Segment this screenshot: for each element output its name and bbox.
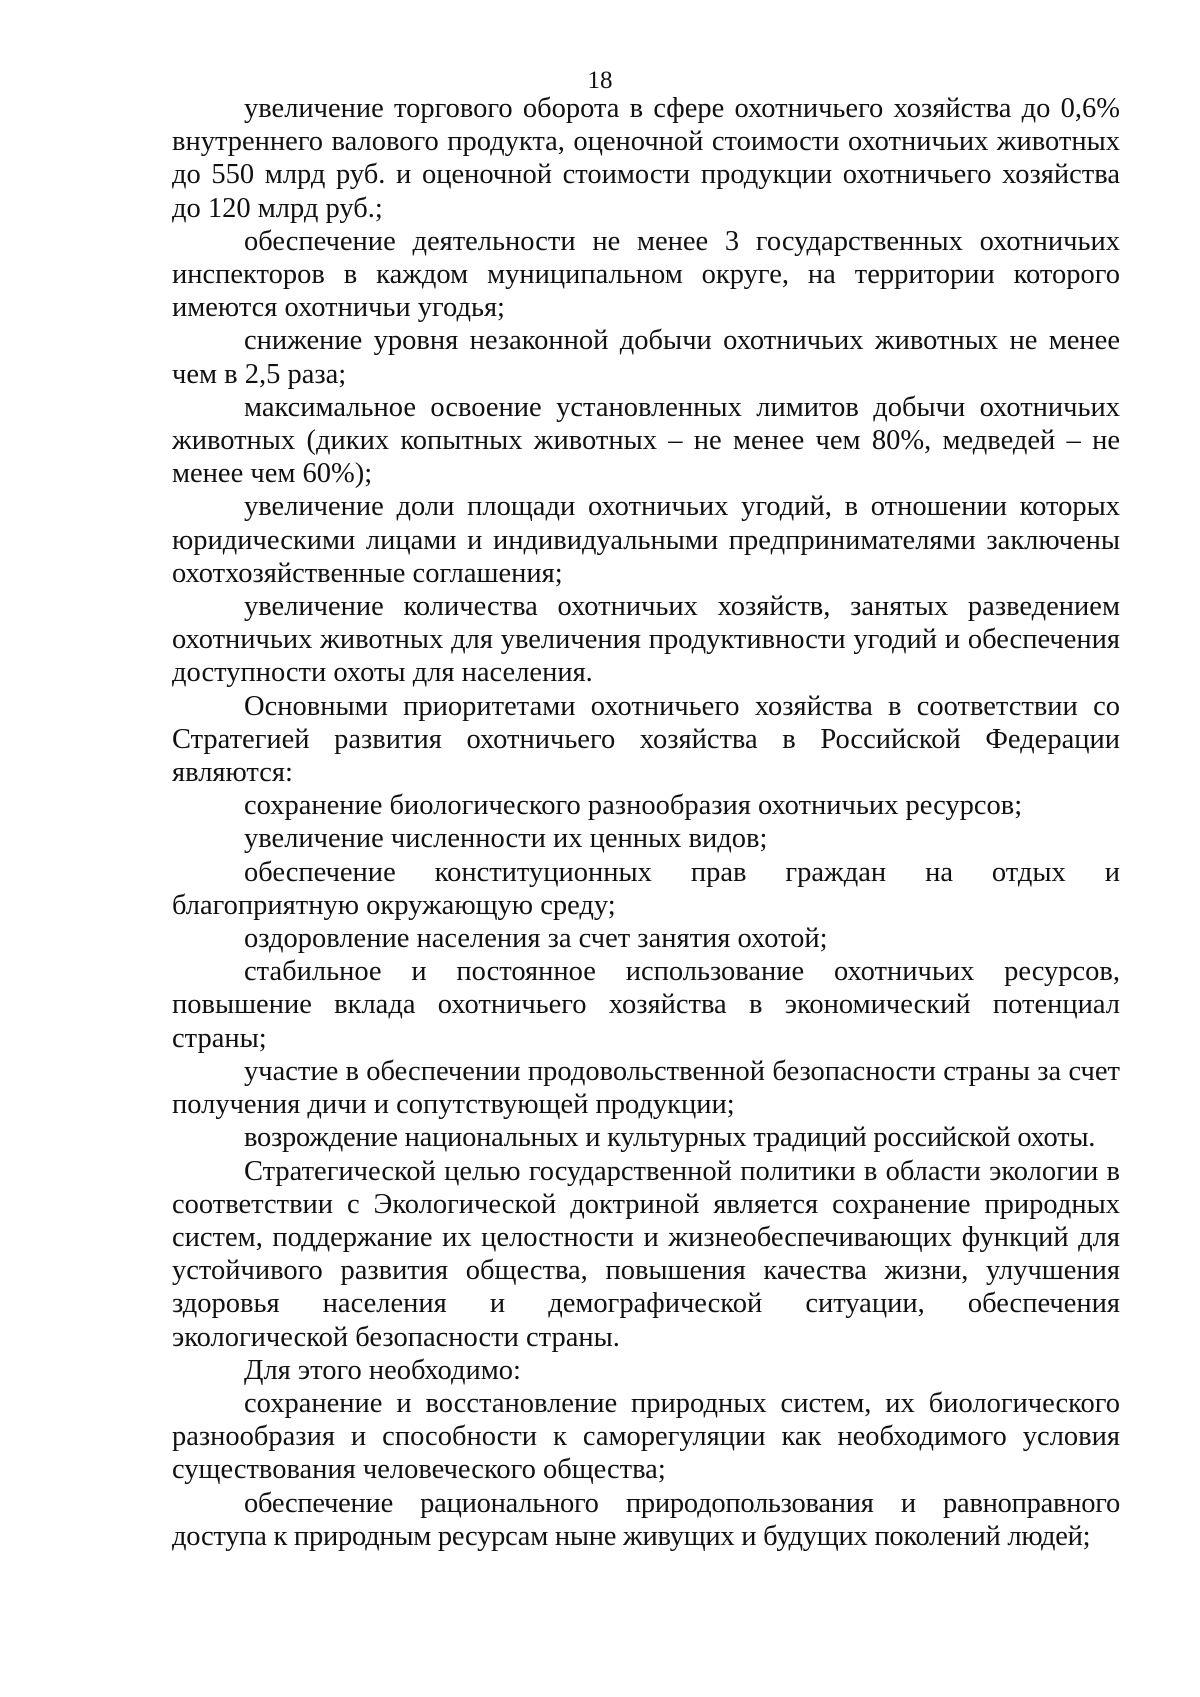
paragraph-natural-systems: сохранение и восстановление природных систем, их биологического разнообразия и способности к саморегуляции как необходимого условия существования человеческого общества; bbox=[172, 1387, 1120, 1486]
paragraph-rational-use: обеспечение рационального природопользования и равноправного доступа к природным ресурсам ныне живущих и будущих поколений людей; bbox=[172, 1487, 1120, 1552]
page-number: 18 bbox=[587, 67, 613, 94]
paragraph-ecology-goal: Стратегической целью государственной политики в области экологии в соответствии с Экологической доктриной является сохранение природных систем, поддержание их целостности и жизнеобеспечивающих функций для устойчивого развития общества, повышения качества жизни, улучшения здоровья населения и демографической ситуации, обеспечения экологической безопасности страны. bbox=[172, 1155, 1120, 1353]
paragraph-hunting-inspectors: обеспечение деятельности не менее 3 государственных охотничьих инспекторов в каждом муниципальном округе, на территории которого имеются охотничьи угодья; bbox=[172, 225, 1120, 324]
paragraph-priorities-intro: Основными приоритетами охотничьего хозяйства в соответствии со Стратегией развития охотничьего хозяйства в Российской Федерации являются: bbox=[172, 690, 1120, 789]
document-body bbox=[172, 92, 1120, 1553]
paragraph-sustainable-use: стабильное и постоянное использование охотничьих ресурсов, повышение вклада охотничьего хозяйства в экономический потенциал страны; bbox=[172, 956, 1120, 1054]
paragraph-biodiversity: сохранение биологического разнообразия охотничьих ресурсов; bbox=[244, 790, 1023, 822]
paragraph-illegal-hunting: снижение уровня незаконной добычи охотничьих животных не менее чем в 2,5 раза; bbox=[172, 325, 1120, 390]
paragraph-valuable-species: увеличение численности их ценных видов; bbox=[244, 823, 768, 855]
paragraph-food-security: участие в обеспечении продовольственной безопасности страны за счет получения дичи и сопутствующей продукции; bbox=[172, 1055, 1120, 1121]
paragraph-hunting-traditions: возрождение национальных и культурных традиций российской охоты. bbox=[244, 1122, 1096, 1154]
paragraph-constitutional-rights: обеспечение конституционных прав граждан на отдых и благоприятную окружающую среду; bbox=[172, 856, 1120, 921]
paragraph-trade-turnover: увеличение торгового оборота в сфере охотничьего хозяйства до 0,6% внутреннего валового продукта, оценочной стоимости охотничьих животных до 550 млрд руб. и оценочной стоимости продукции охотничьего хозяйства до 120 млрд руб.; bbox=[172, 93, 1120, 224]
paragraph-limits-development: максимальное освоение установленных лимитов добычи охотничьих животных (диких копытных животных – не менее чем 80%, медведей – не менее чем 60%); bbox=[172, 391, 1120, 490]
paragraph-population-health: оздоровление населения за счет занятия охотой; bbox=[244, 923, 828, 955]
paragraph-hunting-farms: увеличение количества охотничьих хозяйств, занятых разведением охотничьих животных для увеличения продуктивности угодий и обеспечения доступности охоты для населения. bbox=[172, 591, 1120, 689]
paragraph-hunting-grounds-share: увеличение доли площади охотничьих угодий, в отношении которых юридическими лицами и индивидуальными предпринимателями заключены охотхозяйственные соглашения; bbox=[172, 491, 1120, 589]
paragraph-necessary-intro: Для этого необходимо: bbox=[244, 1354, 521, 1386]
